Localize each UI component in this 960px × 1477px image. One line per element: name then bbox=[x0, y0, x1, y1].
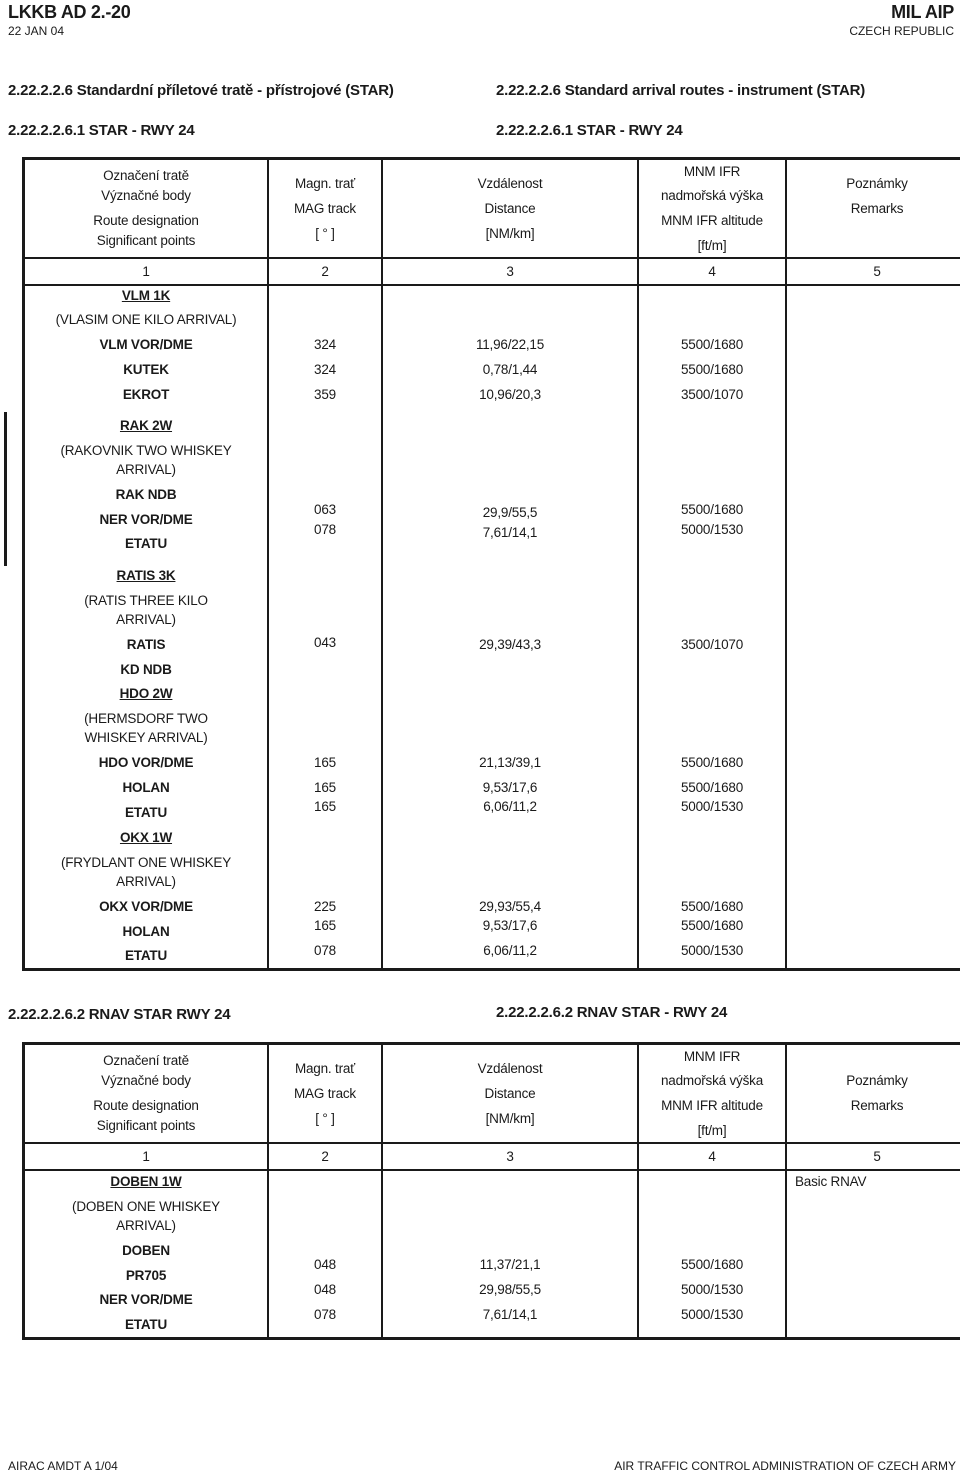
col2-header-en: MAG track bbox=[294, 1086, 356, 1101]
doc-date: 22 JAN 04 bbox=[8, 24, 65, 38]
mag-track: 225 bbox=[314, 899, 336, 914]
distance: 21,13/39,1 bbox=[479, 755, 541, 770]
doc-code: LKKB AD 2.-20 bbox=[8, 2, 131, 22]
route-description: WHISKEY ARRIVAL) bbox=[84, 730, 208, 745]
distance: 29,39/43,3 bbox=[479, 637, 541, 652]
route-name: RATIS 3K bbox=[116, 568, 176, 583]
mnm-altitude: 5500/1680 bbox=[680, 362, 743, 377]
col3-header-cz: Vzdálenost bbox=[477, 176, 543, 191]
distance: 11,37/21,1 bbox=[479, 1257, 541, 1272]
mag-track: 048 bbox=[314, 1282, 336, 1297]
distance: 7,61/14,1 bbox=[482, 525, 538, 540]
mnm-altitude: 3500/1070 bbox=[680, 637, 743, 652]
mag-track: 078 bbox=[314, 1307, 336, 1322]
distance: 11,96/22,15 bbox=[475, 337, 545, 352]
col3-header-unit: [NM/km] bbox=[485, 1111, 535, 1126]
mag-track: 078 bbox=[314, 522, 336, 537]
change-bar bbox=[4, 412, 7, 566]
route-description: (VLASIM ONE KILO ARRIVAL) bbox=[55, 312, 237, 327]
distance: 9,53/17,6 bbox=[482, 918, 538, 933]
route-description: ARRIVAL) bbox=[116, 1218, 176, 1233]
col3-header-unit: [NM/km] bbox=[485, 226, 535, 241]
col-number-5: 5 bbox=[873, 1149, 881, 1164]
subsection-title-en: 2.22.2.2.6.1 STAR - RWY 24 bbox=[496, 122, 683, 139]
col2-header-cz: Magn. trať bbox=[294, 1061, 356, 1076]
distance: 0,78/1,44 bbox=[482, 362, 538, 377]
mag-track: 165 bbox=[314, 755, 336, 770]
distance: 29,93/55,4 bbox=[479, 899, 541, 914]
distance: 29,9/55,5 bbox=[482, 505, 538, 520]
col1-header-cz2: Význačné body bbox=[101, 188, 191, 203]
route-point: NER VOR/DME bbox=[99, 1292, 193, 1307]
col4-header-l1: MNM IFR bbox=[683, 164, 741, 179]
col2-header-unit: [ ° ] bbox=[315, 1111, 335, 1126]
route-point: ETATU bbox=[125, 948, 167, 963]
rnav-star-table bbox=[22, 1042, 960, 1340]
mnm-altitude: 5000/1530 bbox=[680, 522, 743, 537]
col2-header-unit: [ ° ] bbox=[315, 226, 335, 241]
route-description: (RATIS THREE KILO bbox=[84, 593, 208, 608]
route-point: KD NDB bbox=[120, 662, 172, 677]
col1-header-en2: Significant points bbox=[96, 1118, 196, 1133]
mag-track: 359 bbox=[314, 387, 336, 402]
mag-track: 165 bbox=[314, 799, 336, 814]
route-description: (RAKOVNIK TWO WHISKEY bbox=[60, 443, 232, 458]
col-number-3: 3 bbox=[506, 1149, 514, 1164]
route-point: DOBEN bbox=[122, 1243, 170, 1258]
mnm-altitude: 5000/1530 bbox=[680, 799, 743, 814]
col4-header-l1: MNM IFR bbox=[683, 1049, 741, 1064]
col2-header-cz: Magn. trať bbox=[294, 176, 356, 191]
col5-header-en: Remarks bbox=[850, 1098, 904, 1113]
route-point: HOLAN bbox=[122, 924, 170, 939]
mag-track: 078 bbox=[314, 943, 336, 958]
route-description: ARRIVAL) bbox=[116, 874, 176, 889]
col1-header-cz1: Označení tratě bbox=[103, 168, 189, 183]
mnm-altitude: 5500/1680 bbox=[680, 755, 743, 770]
subsection-title-cz: 2.22.2.2.6.1 STAR - RWY 24 bbox=[8, 122, 195, 139]
col5-header-cz: Poznámky bbox=[846, 1073, 908, 1088]
mnm-altitude: 5500/1680 bbox=[680, 780, 743, 795]
col4-header-unit: [ft/m] bbox=[697, 1123, 727, 1138]
col3-header-en: Distance bbox=[484, 201, 536, 216]
route-point: VLM VOR/DME bbox=[99, 337, 193, 352]
col-number-3: 3 bbox=[506, 264, 514, 279]
mag-track: 324 bbox=[314, 337, 336, 352]
mnm-altitude: 5000/1530 bbox=[680, 1307, 743, 1322]
mag-track: 324 bbox=[314, 362, 336, 377]
mnm-altitude: 5500/1680 bbox=[680, 502, 743, 517]
col1-header-en1: Route designation bbox=[93, 213, 199, 228]
col-number-5: 5 bbox=[873, 264, 881, 279]
route-description: ARRIVAL) bbox=[116, 462, 176, 477]
route-point: NER VOR/DME bbox=[99, 512, 193, 527]
route-point: RAK NDB bbox=[115, 487, 177, 502]
route-name: OKX 1W bbox=[119, 830, 173, 845]
rnav-section-title-cz: 2.22.2.2.6.2 RNAV STAR RWY 24 bbox=[8, 1006, 231, 1023]
route-name: RAK 2W bbox=[119, 418, 173, 433]
footer-authority: AIR TRAFFIC CONTROL ADMINISTRATION OF CZECH ARMY bbox=[614, 1459, 956, 1473]
col1-header-en1: Route designation bbox=[93, 1098, 199, 1113]
doc-country: CZECH REPUBLIC bbox=[849, 24, 954, 38]
mag-track: 165 bbox=[314, 918, 336, 933]
col4-header-l2: nadmořská výška bbox=[660, 1073, 764, 1088]
distance: 29,98/55,5 bbox=[479, 1282, 541, 1297]
col-number-1: 1 bbox=[142, 264, 150, 279]
col5-header-en: Remarks bbox=[850, 201, 904, 216]
mnm-altitude: 5000/1530 bbox=[680, 943, 743, 958]
distance: 6,06/11,2 bbox=[483, 799, 537, 814]
col4-header-unit: [ft/m] bbox=[697, 238, 727, 253]
doc-publication: MIL AIP bbox=[891, 2, 954, 22]
mnm-altitude: 5500/1680 bbox=[680, 899, 743, 914]
col-number-2: 2 bbox=[321, 1149, 329, 1164]
col-number-1: 1 bbox=[142, 1149, 150, 1164]
route-point: HDO VOR/DME bbox=[98, 755, 194, 770]
mag-track: 063 bbox=[314, 502, 336, 517]
route-point: EKROT bbox=[122, 387, 170, 402]
mag-track: 165 bbox=[314, 780, 336, 795]
route-description: (HERMSDORF TWO bbox=[84, 711, 208, 726]
mnm-altitude: 5500/1680 bbox=[680, 1257, 743, 1272]
mag-track: 043 bbox=[314, 635, 336, 650]
route-name: DOBEN 1W bbox=[110, 1174, 182, 1189]
footer-amendment: AIRAC AMDT A 1/04 bbox=[8, 1459, 118, 1473]
route-description: (DOBEN ONE WHISKEY bbox=[72, 1199, 220, 1214]
col-number-2: 2 bbox=[321, 264, 329, 279]
distance: 9,53/17,6 bbox=[482, 780, 538, 795]
col4-header-l3: MNM IFR altitude bbox=[661, 213, 763, 228]
distance: 10,96/20,3 bbox=[479, 387, 541, 402]
route-point: KUTEK bbox=[123, 362, 169, 377]
section-title-cz: 2.22.2.2.6 Standardní příletové tratě - přístrojové (STAR) bbox=[8, 82, 394, 99]
star-table bbox=[22, 157, 960, 971]
mnm-altitude: 5000/1530 bbox=[680, 1282, 743, 1297]
distance: 7,61/14,1 bbox=[482, 1307, 538, 1322]
route-point: OKX VOR/DME bbox=[99, 899, 193, 914]
col3-header-en: Distance bbox=[484, 1086, 536, 1101]
col1-header-en2: Significant points bbox=[96, 233, 196, 248]
route-remark: Basic RNAV bbox=[795, 1174, 867, 1189]
route-point: PR705 bbox=[125, 1268, 167, 1283]
mnm-altitude: 5500/1680 bbox=[680, 918, 743, 933]
mag-track: 048 bbox=[314, 1257, 336, 1272]
route-description: (FRYDLANT ONE WHISKEY bbox=[60, 855, 232, 870]
mnm-altitude: 3500/1070 bbox=[680, 387, 743, 402]
route-description: ARRIVAL) bbox=[116, 612, 176, 627]
col5-header-cz: Poznámky bbox=[846, 176, 908, 191]
col1-header-cz2: Význačné body bbox=[101, 1073, 191, 1088]
mnm-altitude: 5500/1680 bbox=[680, 337, 743, 352]
col-number-4: 4 bbox=[708, 1149, 716, 1164]
route-point: ETATU bbox=[125, 536, 167, 551]
route-name: VLM 1K bbox=[121, 288, 171, 303]
route-point: ETATU bbox=[125, 1317, 167, 1332]
col-number-4: 4 bbox=[708, 264, 716, 279]
rnav-section-title-en: 2.22.2.2.6.2 RNAV STAR - RWY 24 bbox=[496, 1004, 728, 1021]
col3-header-cz: Vzdálenost bbox=[477, 1061, 543, 1076]
col1-header-cz1: Označení tratě bbox=[103, 1053, 189, 1068]
route-name: HDO 2W bbox=[119, 686, 173, 701]
col4-header-l2: nadmořská výška bbox=[660, 188, 764, 203]
route-point: RATIS bbox=[126, 637, 166, 652]
section-title-en: 2.22.2.2.6 Standard arrival routes - instrument (STAR) bbox=[496, 82, 866, 99]
route-point: HOLAN bbox=[122, 780, 170, 795]
col4-header-l3: MNM IFR altitude bbox=[661, 1098, 763, 1113]
distance: 6,06/11,2 bbox=[483, 943, 537, 958]
route-point: ETATU bbox=[125, 805, 167, 820]
col2-header-en: MAG track bbox=[294, 201, 356, 216]
